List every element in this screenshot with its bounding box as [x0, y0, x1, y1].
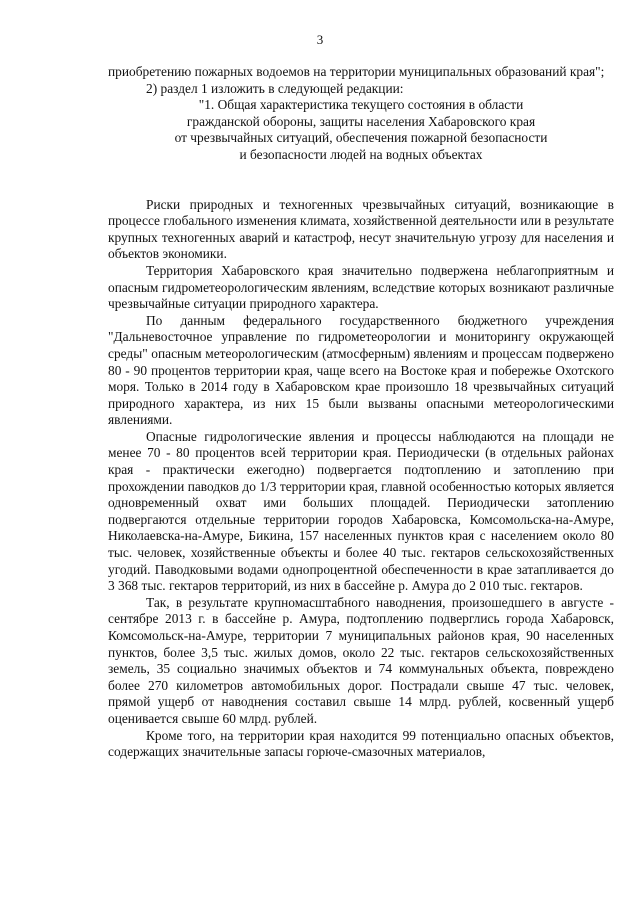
document-body	[108, 64, 614, 761]
heading-line: "1. Общая характеристика текущего состояния в области	[198, 97, 524, 113]
heading-line: от чрезвычайных ситуаций, обеспечения пожарной безопасности	[174, 130, 548, 146]
amendment-text: 2) раздел 1 изложить в следующей редакции:	[146, 80, 404, 96]
paragraph-flood-2013: Так, в результате крупномасштабного наводнения, произошедшего в августе - сентябре 2013 г. в бассейне р. Амура, подтоплению подверглись города Хабаровск, Комсомольск-на-Амуре, территории 7 муниципальных районов края, 90 населенных пунктов, более 3,5 тыс. жилых домов, около 22 тыс. гектаров сельскохозяйственных земель, 35 социально значимых объектов и 74 коммунальных объекта, повреждено более 270 километров автомобильных дорог. Пострадали свыше 47 тыс. человек, прямой ущерб от наводнения составил свыше 14 млрд. рублей, косвенный ущерб оценивается свыше 60 млрд. рублей.	[108, 594, 614, 726]
heading-line: гражданской обороны, защиты населения Хабаровского края	[186, 113, 536, 129]
paragraph-risks: Риски природных и техногенных чрезвычайных ситуаций, возникающие в процессе глобального изменения климата, хозяйственной деятельности или в результате крупных техногенных аварий и катастроф, несут значительную угрозу для населения и объектов экономики.	[108, 196, 614, 262]
heading-line: и безопасности людей на водных объектах	[239, 146, 483, 162]
paragraph-territory: Территория Хабаровского края значительно подвержена неблагоприятным и опасным гидрометеорологическим явлениям, вследствие которых возникают различные чрезвычайные ситуации природного характера.	[108, 262, 614, 312]
section-heading	[108, 97, 614, 163]
paragraph-meteorology: По данным федерального государственного бюджетного учреждения "Дальневосточное управление по гидрометеорологии и мониторингу окружающей среды" опасным метеорологическим (атмосферным) явлениям и процессам подвержено 80 - 90 процентов территории края, чаще всего на Востоке края и побережье Охотского моря. Только в 2014 году в Хабаровском крае произошло 18 чрезвычайных ситуаций природного характера, из них 15 были вызваны опасными метеорологическими явлениями.	[108, 312, 614, 428]
page-number: 3	[316, 32, 324, 47]
continuation-text: приобретению пожарных водоемов на территории муниципальных образований края";	[108, 64, 605, 79]
paragraph-hydrology: Опасные гидрологические явления и процессы наблюдаются на площади не менее 70 - 80 процентов всей территории края. Периодически (в отдельных районах края - практически ежегодно) подвергается подтоплению и затоплению при прохождении паводков до 1/3 территории края, главной особенностью которых является одновременный охват ими больших площадей. Периодически затоплению подвергаются отдельные территории городов Хабаровска, Комсомольска-на-Амуре, Николаевска-на-Амуре, Бикина, 157 населенных пунктов края с населением около 80 тыс. человек, хозяйственные объекты и более 40 тыс. гектаров сельскохозяйственных угодий. Паводковыми водами однопроцентной обеспеченности в крае затапливается до 3 368 тыс. гектаров территорий, из них в бассейне р. Амура до 2 010 тыс. гектаров.	[108, 428, 614, 594]
paragraph-hazardous-objects: Кроме того, на территории края находится 99 потенциально опасных объектов, содержащих значительные запасы горюче-смазочных материалов,	[108, 727, 614, 760]
